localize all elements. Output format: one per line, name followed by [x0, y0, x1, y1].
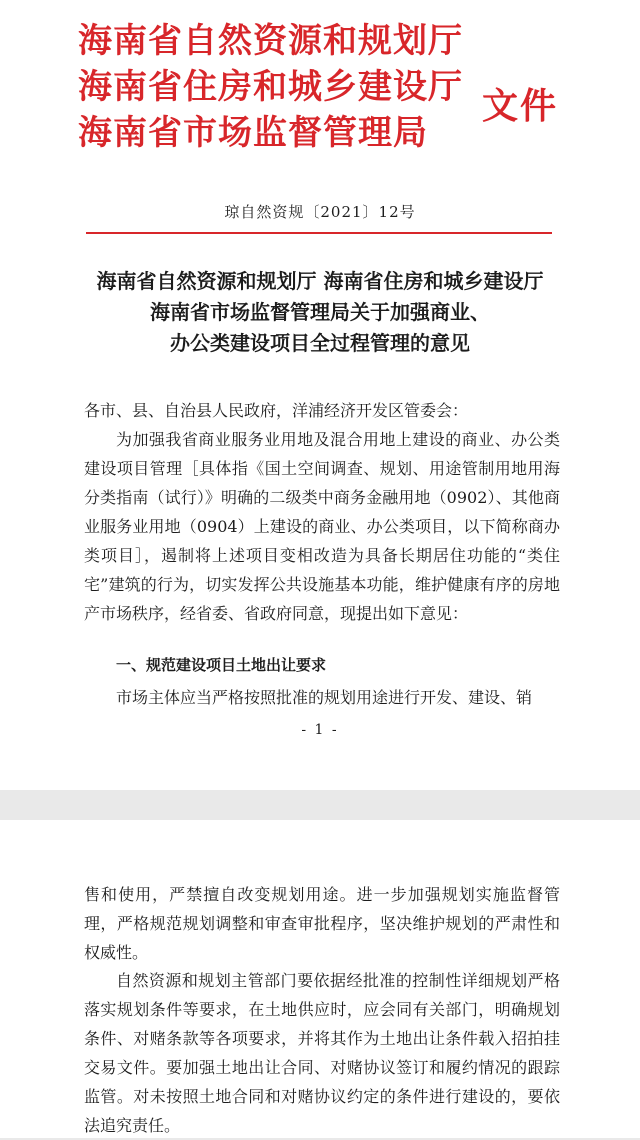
issuer-name: 海南省市场监督管理局: [78, 113, 428, 153]
document-number: 琼自然资规〔2021〕12号: [224, 203, 416, 221]
addressee: 各市、县、自治县人民政府，洋浦经济开发区管委会：: [84, 401, 469, 420]
title-line: 海南省自然资源和规划厅 海南省住房和城乡建设厅: [96, 269, 544, 293]
section-heading: 一、规范建设项目土地出让要求: [116, 656, 327, 674]
paragraph-section1-second: 自然资源和规划主管部门要依据经批准的控制性详细规划严格落实规划条件等要求，在土地供应时，应会同有关部门，明确规划条件、对赌条款等各项要求，并将其作为土地出让条件载入招拍挂交易文件。要加强土地出让合同、对赌协议签订和履约情况的跟踪监管。对未按照土地合同和对赌协议约定的条件进行建设的，要依法追究责任。: [84, 971, 560, 1135]
document-title: [40, 266, 600, 359]
issuer-name: 海南省住房和城乡建设厅: [78, 67, 463, 107]
page-number: - 1 -: [301, 722, 339, 738]
title-line: 海南省市场监督管理局关于加强商业、: [150, 300, 490, 324]
issuer-name: 海南省自然资源和规划厅: [78, 21, 463, 61]
title-line: 办公类建设项目全过程管理的意见: [170, 331, 470, 355]
red-divider: [86, 232, 552, 234]
paragraph-section1-start: 市场主体应当严格按照批准的规划用途进行开发、建设、销: [116, 688, 533, 707]
paragraph-section1-continued: 售和使用，严禁擅自改变规划用途。进一步加强规划实施监督管理，严格规范规划调整和审查审批程序，坚决维护规划的严肃性和权威性。: [84, 885, 560, 962]
document-type-label: 文件: [482, 86, 559, 127]
paragraph-intro: 为加强我省商业服务业用地及混合用地上建设的商业、办公类建设项目管理［具体指《国土空间调查、规划、用途管制用地用海分类指南（试行）》明确的二级类中商务金融用地（0902）、其他商业服务业用地（0904）上建设的商业、办公类项目，以下简称商办类项目］，遏制将上述项目变相改造为具备长期居住功能的“类住宅”建筑的行为，切实发挥公共设施基本功能，维护健康有序的房地产市场秩序，经省委、省政府同意，现提出如下意见：: [84, 430, 560, 623]
issuer-block: [78, 18, 463, 156]
